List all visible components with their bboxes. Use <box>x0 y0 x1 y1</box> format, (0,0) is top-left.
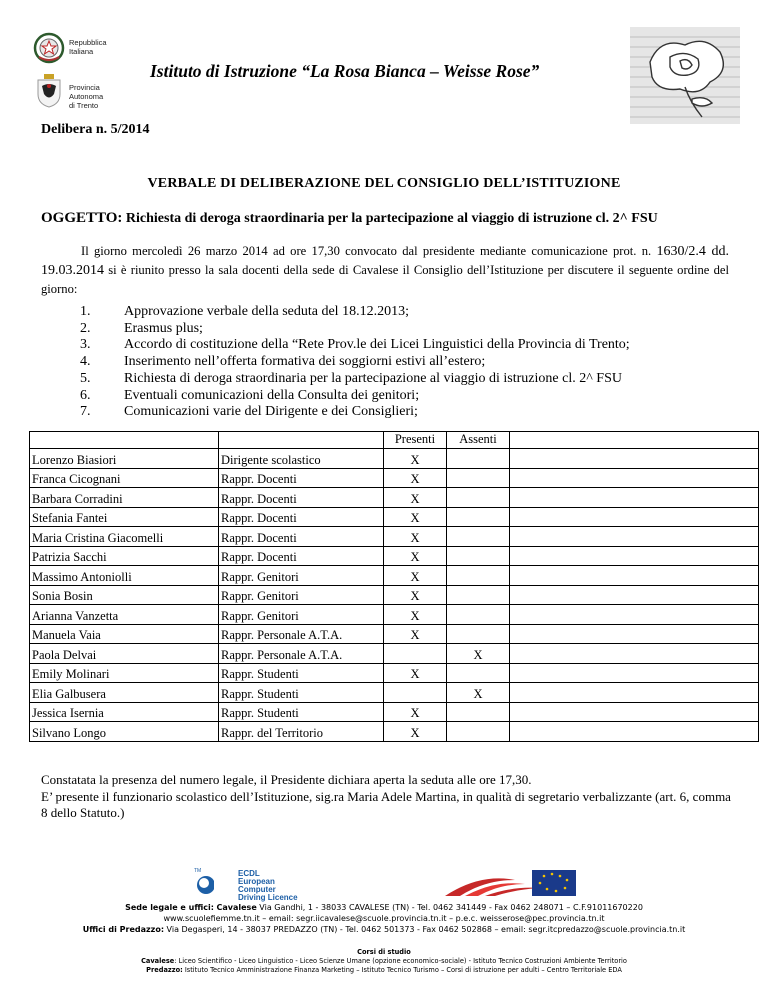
school-network-logo-icon <box>440 868 580 900</box>
table-row <box>30 624 759 644</box>
oggetto-label: OGGETTO: <box>41 210 123 226</box>
presente-mark <box>384 683 447 703</box>
institute-title: Istituto di Istruzione “La Rosa Bianca – Weisse Rose” <box>150 61 540 81</box>
agenda-item-number: 5. <box>80 370 91 386</box>
ecdl-brand: ECDL <box>238 869 260 878</box>
agenda-item-number: 7. <box>80 404 91 420</box>
footer-sede-label: Sede legale e uffici: <box>125 903 214 912</box>
assente-mark <box>447 605 510 625</box>
presente-mark: X <box>384 585 447 605</box>
attendance-header-row <box>30 432 759 449</box>
member-role: Rappr. Personale A.T.A. <box>219 624 384 644</box>
member-name: Elia Galbusera <box>30 683 219 703</box>
presente-mark: X <box>384 663 447 683</box>
assente-mark <box>447 488 510 508</box>
footer-sede-line <box>20 902 748 913</box>
ecdl-line2: Driving Licence <box>238 893 298 902</box>
agenda-item-text: Erasmus plus; <box>124 320 203 336</box>
member-name: Emily Molinari <box>30 663 219 683</box>
member-role: Rappr. Docenti <box>219 527 384 547</box>
agenda-item <box>80 337 630 354</box>
footer-sede-text: Via Gandhi, 1 - 38033 CAVALESE (TN) - Tel. 0462 341449 - Fax 0462 248071 – C.F.91011670220 <box>256 903 643 912</box>
footer-predazzo-courses-label: Predazzo: <box>146 966 183 974</box>
footer-predazzo-text: Via Degasperi, 14 - 38037 PREDAZZO (TN) - Tel. 0462 501373 - Fax 0462 502868 – email: segr.itcpredazzo@scuole.provincia.tn.it <box>164 925 686 934</box>
verbale-title: VERBALE DI DELIBERAZIONE DEL CONSIGLIO DELL’ISTITUZIONE <box>147 176 621 191</box>
table-row <box>30 644 759 664</box>
member-role: Rappr. Genitori <box>219 585 384 605</box>
table-row <box>30 663 759 683</box>
closing-paragraph <box>41 772 731 822</box>
footer-corsi-heading: Corsi di studio <box>357 948 411 956</box>
assente-mark <box>447 468 510 488</box>
presente-mark: X <box>384 449 447 469</box>
assente-mark: X <box>447 644 510 664</box>
agenda-item <box>80 304 630 321</box>
footer-predazzo-line <box>20 924 748 935</box>
presente-mark: X <box>384 605 447 625</box>
table-row <box>30 449 759 469</box>
footer-predazzo-courses-line <box>20 966 748 975</box>
presente-mark: X <box>384 488 447 508</box>
agenda-list <box>80 304 630 421</box>
member-role: Rappr. Personale A.T.A. <box>219 644 384 664</box>
agenda-item-text: Eventuali comunicazioni della Consulta dei genitori; <box>124 387 420 403</box>
republic-label-line1: Repubblica <box>69 38 107 47</box>
agenda-item <box>80 354 630 371</box>
footer-web-line: www.scuolefiemme.tn.it – email: segr.iicavalese@scuole.provincia.tn.it – p.e.c. weisserose@pec.provincia.tn.it <box>163 914 605 923</box>
member-name: Jessica Isernia <box>30 702 219 722</box>
col-presenti-header: Presenti <box>384 432 447 449</box>
presente-mark: X <box>384 624 447 644</box>
member-name: Franca Cicognani <box>30 468 219 488</box>
attendance-table <box>29 431 759 742</box>
table-row <box>30 546 759 566</box>
footer-corsi-label <box>20 948 748 957</box>
member-name: Massimo Antoniolli <box>30 566 219 586</box>
table-row <box>30 488 759 508</box>
presente-mark: X <box>384 566 447 586</box>
agenda-item <box>80 371 630 388</box>
agenda-item-number: 1. <box>80 304 91 319</box>
member-name: Maria Cristina Giacomelli <box>30 527 219 547</box>
oggetto-text: Richiesta di deroga straordinaria per la partecipazione al viaggio di istruzione cl. 2^ FSU <box>122 211 658 226</box>
presente-mark: X <box>384 468 447 488</box>
footer-cavalese-label: Cavalese <box>141 957 175 965</box>
intro-protocol: 1630/2.4 dd. 19.03.2014 <box>41 244 730 278</box>
assente-mark <box>447 449 510 469</box>
table-row <box>30 605 759 625</box>
agenda-item-text: Inserimento nell’offerta formativa dei soggiorni estivi all’estero; <box>124 354 486 370</box>
intro-paragraph <box>41 242 729 298</box>
table-row <box>30 585 759 605</box>
member-role: Rappr. Studenti <box>219 663 384 683</box>
assente-mark <box>447 722 510 742</box>
trento-province-eagle-icon <box>35 74 63 108</box>
member-name: Manuela Vaia <box>30 624 219 644</box>
member-role: Rappr. Docenti <box>219 488 384 508</box>
member-name: Patrizia Sacchi <box>30 546 219 566</box>
member-role: Rappr. Studenti <box>219 683 384 703</box>
member-role: Rappr. Docenti <box>219 507 384 527</box>
footer-address <box>20 902 748 935</box>
presente-mark <box>384 644 447 664</box>
footer-courses <box>20 948 748 975</box>
assente-mark: X <box>447 683 510 703</box>
agenda-item-text: Comunicazioni varie del Dirigente e dei Consiglieri; <box>124 404 418 420</box>
footer-cavalese-courses: : Liceo Scientifico - Liceo Linguistico - Liceo Scienze Umane (opzione economico-sociale) - Istituto Tecnico Costruzioni Ambiente Territorio <box>174 957 627 965</box>
province-label-line3: di Trento <box>69 101 99 110</box>
member-name: Arianna Vanzetta <box>30 605 219 625</box>
presente-mark: X <box>384 527 447 547</box>
footer-sede-city: Cavalese <box>216 903 257 912</box>
delibera-number: Delibera n. 5/2014 <box>41 122 150 137</box>
member-role: Rappr. Studenti <box>219 702 384 722</box>
table-row <box>30 507 759 527</box>
oggetto-line <box>41 210 658 227</box>
member-role: Rappr. Genitori <box>219 566 384 586</box>
table-row <box>30 566 759 586</box>
agenda-item-text: Accordo di costituzione della “Rete Prov.le dei Licei Linguistici della Provincia di Trento; <box>124 337 630 353</box>
province-label-line1: Provincia <box>69 83 100 92</box>
assente-mark <box>447 702 510 722</box>
ecdl-line1: European Computer <box>238 877 276 894</box>
republic-label-line2: Italiana <box>69 47 94 56</box>
member-name: Paola Delvai <box>30 644 219 664</box>
table-row <box>30 683 759 703</box>
assente-mark <box>447 585 510 605</box>
intro-part3: si è riunito presso la sala docenti della sede di Cavalese il Consiglio dell’Istituzione per discutere il seguente ordine del giorno: <box>41 263 729 296</box>
assente-mark <box>447 624 510 644</box>
table-row <box>30 722 759 742</box>
member-role: Rappr. Genitori <box>219 605 384 625</box>
member-name: Sonia Bosin <box>30 585 219 605</box>
member-role: Rappr. Docenti <box>219 546 384 566</box>
agenda-item-number: 6. <box>80 387 91 403</box>
presente-mark: X <box>384 507 447 527</box>
member-role: Rappr. del Territorio <box>219 722 384 742</box>
table-row <box>30 702 759 722</box>
ecdl-tm: TM <box>194 868 202 874</box>
footer-cavalese-courses-line <box>20 957 748 966</box>
footer-predazzo-label: Uffici di Predazzo: <box>82 925 165 934</box>
col-assenti-header: Assenti <box>447 432 510 449</box>
presente-mark: X <box>384 702 447 722</box>
assente-mark <box>447 663 510 683</box>
member-name: Stefania Fantei <box>30 507 219 527</box>
agenda-item-text: Richiesta di deroga straordinaria per la partecipazione al viaggio di istruzione cl. 2^ FSU <box>124 370 622 386</box>
closing-line2: E’ presente il funzionario scolastico dell’Istituzione, sig.ra Maria Adele Martina, in qualità di segretario verbalizzante (art. 6, comma 8 dello Statuto.) <box>41 788 731 820</box>
member-name: Silvano Longo <box>30 722 219 742</box>
agenda-item-text: Approvazione verbale della seduta del 18.12.2013; <box>124 304 409 319</box>
agenda-item <box>80 404 630 421</box>
assente-mark <box>447 507 510 527</box>
white-rose-logo-icon <box>630 27 740 124</box>
table-row <box>30 527 759 547</box>
agenda-item-number: 4. <box>80 354 91 370</box>
agenda-item-number: 3. <box>80 337 91 353</box>
agenda-item <box>80 321 630 338</box>
member-name: Lorenzo Biasiori <box>30 449 219 469</box>
agenda-item-number: 2. <box>80 320 91 336</box>
ecdl-logo <box>194 868 314 900</box>
assente-mark <box>447 546 510 566</box>
intro-part1: Il giorno mercoledì 26 marzo 2014 ad ore 17,30 convocato dal presidente mediante comunicazione prot. n. <box>81 244 652 258</box>
member-name: Barbara Corradini <box>30 488 219 508</box>
presente-mark: X <box>384 546 447 566</box>
member-role: Dirigente scolastico <box>219 449 384 469</box>
assente-mark <box>447 566 510 586</box>
member-role: Rappr. Docenti <box>219 468 384 488</box>
province-label-line2: Autonoma <box>69 92 104 101</box>
closing-line1: Constatata la presenza del numero legale, il Presidente dichiara aperta la seduta alle ore 17,30. <box>41 772 532 787</box>
italian-republic-emblem-icon <box>33 32 65 64</box>
agenda-item <box>80 388 630 405</box>
table-row <box>30 468 759 488</box>
presente-mark: X <box>384 722 447 742</box>
assente-mark <box>447 527 510 547</box>
footer-predazzo-courses: Istituto Tecnico Amministrazione Finanza Marketing – Istituto Tecnico Turismo – Corsi di istruzione per adulti – Centro Territoriale EDA <box>182 966 622 974</box>
